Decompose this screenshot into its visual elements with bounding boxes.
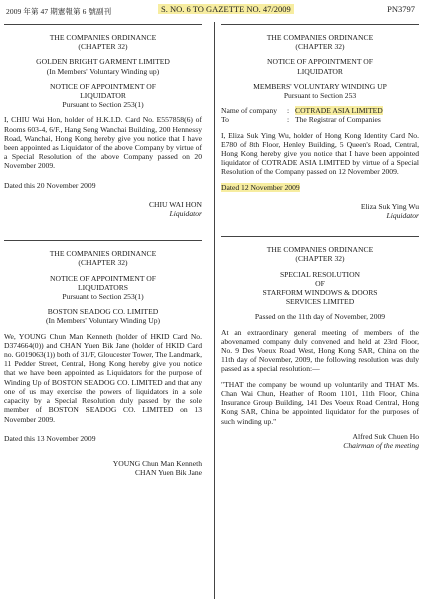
- notice-heading-line1: NOTICE OF APPOINTMENT OF: [50, 81, 156, 91]
- pursuant-section: Pursuant to Section 253: [283, 91, 357, 101]
- company-name-line2: SERVICES LIMITED: [285, 297, 355, 307]
- colon: :: [287, 115, 290, 125]
- winding-status: (In Members' Voluntary Winding Up): [45, 316, 161, 326]
- chapter: (CHAPTER 32): [78, 42, 128, 52]
- passed-date: Passed on the 11th day of November, 2009: [254, 312, 386, 322]
- ordinance-title: THE COMPANIES ORDINANCE: [49, 33, 157, 42]
- ordinance-title: THE COMPANIES ORDINANCE: [49, 249, 157, 259]
- issue-number-chinese: 2009 年第 47 期憲報第 6 號副刊: [6, 7, 112, 16]
- notice-golden-bright: [4, 27, 202, 218]
- gazette-supplement-number: S. NO. 6 TO GAZETTE NO. 47/2009: [158, 4, 294, 14]
- notice-cotrade-asia: [221, 27, 419, 220]
- signer-role: Liquidator: [169, 209, 202, 219]
- signer-name-1: YOUNG Chun Man Kenneth: [112, 458, 202, 468]
- company-name-value: COTRADE ASIA LIMITED: [295, 106, 383, 116]
- signer-role: Chairman of the meeting: [343, 440, 419, 450]
- page-code: PN3797: [387, 4, 415, 14]
- notice-heading-line1: NOTICE OF APPOINTMENT OF: [50, 273, 156, 283]
- section-rule: [221, 236, 419, 237]
- signer-name: CHIU WAI HON: [148, 199, 202, 209]
- left-column: [4, 22, 202, 477]
- signer-name-2: CHAN Yuen Bik Jane: [134, 468, 202, 478]
- pursuant-section: Pursuant to Section 253(1): [62, 292, 144, 302]
- company-name-line1: STARFORM WINDOWS & DOORS: [262, 288, 378, 298]
- notice-heading-line1: NOTICE OF APPOINTMENT OF: [267, 57, 373, 67]
- notice-boston-seadog: [4, 243, 202, 477]
- dated-line: Dated this 20 November 2009: [4, 180, 96, 190]
- chapter: (CHAPTER 32): [295, 254, 345, 264]
- ordinance-title: THE COMPANIES ORDINANCE: [266, 33, 374, 42]
- right-column: [221, 22, 419, 450]
- company-name-row: [221, 106, 419, 115]
- notice-starform: [221, 239, 419, 450]
- notice-body: We, YOUNG Chun Man Kenneth (holder of HKID Card No. D374664(0)) and CHAN Yuen Bik Jane (holder of HKID Card no. G019063(1)) both of 31/F, Gloucester Tower, The Landmark, 11 Pedder Street, Central, Hong Kong hereby give you notice that we have been appointed as Liquidators for the purpose of Winding Up of BOSTON SEADOG CO. LIMITED and that any one of us may exercise the powers of liquidators in a sole capacity by a Special Resolution duly passed by the sole member of BOSTON SEADOG CO. LIMITED on 13 November 2009.: [4, 331, 202, 424]
- resolution-intro: At an extraordinary general meeting of members of the abovenamed company duly convened and held at 23rd Floor, No. 9 Des Voeux Road West, Hong Kong SAR, China on the 11th day of November, 2009, the following resolution was duly passed as a special resolution:—: [221, 327, 419, 374]
- section-rule: [4, 240, 202, 241]
- company-name: BOSTON SEADOG CO. LIMITED: [47, 307, 159, 317]
- column-divider: [214, 22, 215, 599]
- notice-body: I, Eliza Suk Ying Wu, holder of Hong Kong Identity Card No. E780 of 8th Floor, Henley Building, 5 Queen's Road, Central, Hong Kong hereby give you notice that I have been appointed liquidator of COTRADE ASIA LIMITED by virtue of a Special Resolution of the Company passed on 12 November 2009.: [221, 130, 419, 177]
- resolution-of: OF: [315, 278, 325, 288]
- company-name-label: Name of company: [221, 106, 278, 116]
- dated-line: Dated 12 November 2009: [221, 182, 300, 192]
- recipient-row: [221, 115, 419, 124]
- winding-status: (In Members' Voluntary Winding up): [46, 66, 160, 76]
- top-rule: [221, 24, 419, 25]
- dated-line: Dated this 13 November 2009: [4, 433, 96, 443]
- chapter: (CHAPTER 32): [78, 258, 128, 268]
- company-name: GOLDEN BRIGHT GARMENT LIMITED: [36, 57, 170, 67]
- recipient-value: The Registrar of Companies: [295, 115, 381, 125]
- resolution-text: "THAT the company be wound up voluntarily and THAT Ms. Chan Wai Chun, Heather of Room 1101, 11th Floor, China Insurance Group Building, 141 Des Voeux Road Central, Hong Kong SAR, China be appointed liquidator for the purposes of such winding up.": [221, 379, 419, 426]
- notice-heading-line2: LIQUIDATORS: [77, 282, 129, 292]
- resolution-heading: SPECIAL RESOLUTION: [279, 269, 361, 279]
- signer-role: Liquidator: [386, 211, 419, 221]
- pursuant-section: Pursuant to Section 253(1): [62, 100, 144, 110]
- recipient-label: To: [221, 115, 229, 125]
- notice-heading-line2: LIQUIDATOR: [80, 91, 126, 101]
- colon: :: [287, 106, 290, 116]
- notice-body: I, CHIU Wai Hon, holder of H.K.I.D. Card No. E557858(6) of Rooms 603-4, 6/F., Hang Seng Wanchai Building, 200 Hennessy Road, Wanchai, Hong Kong hereby give you notice that I have been appointed as Liquidator of the above Company by virtue of a Special Resolution of the above Company passed on 20 November 2009.: [4, 115, 202, 171]
- winding-heading: MEMBERS' VOLUNTARY WINDING UP: [253, 81, 387, 91]
- chapter: (CHAPTER 32): [295, 42, 345, 52]
- page-header: [0, 0, 423, 16]
- notice-heading-line2: LIQUIDATOR: [297, 66, 343, 76]
- top-rule: [4, 24, 202, 25]
- ordinance-title: THE COMPANIES ORDINANCE: [266, 245, 374, 255]
- signer-name: Eliza Suk Ying Wu: [360, 201, 419, 211]
- signer-name: Alfred Suk Chuen Ho: [352, 431, 419, 441]
